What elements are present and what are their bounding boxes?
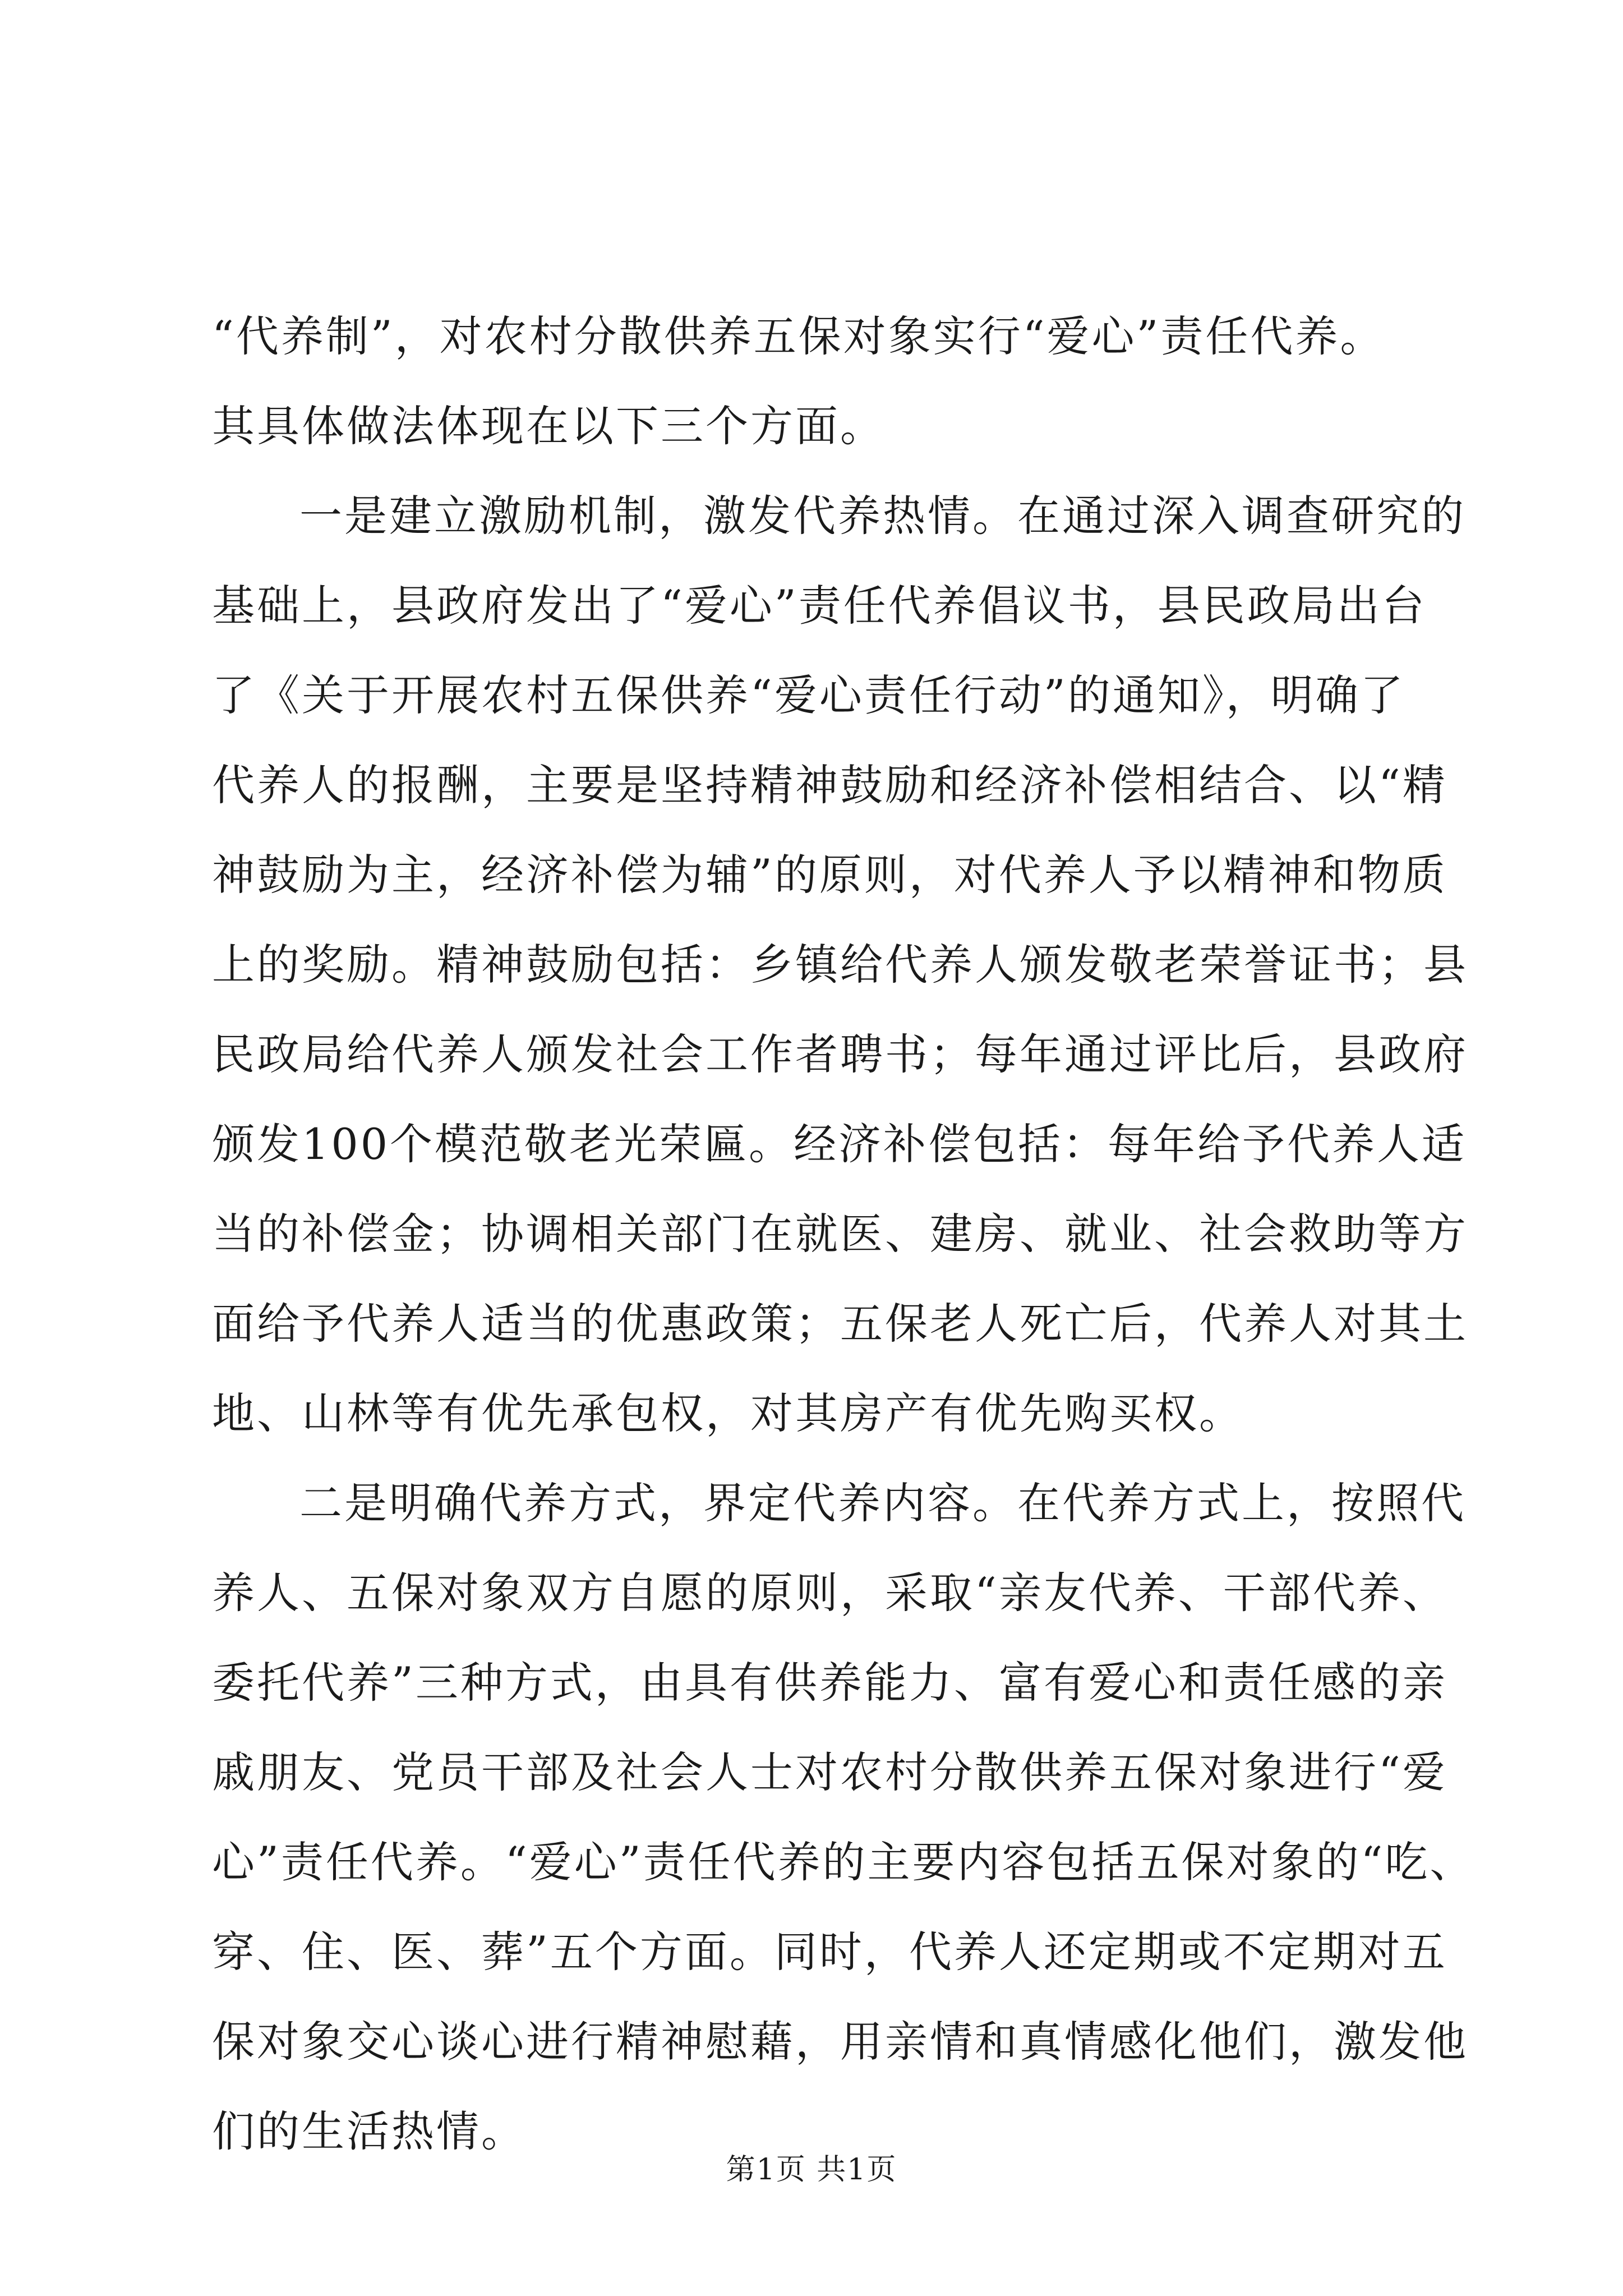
text-line: 保对象交心谈心进行精神慰藉，用亲情和真情感化他们，激发他 <box>212 2017 1468 2067</box>
text-line: 委托代养”三种方式，由具有供养能力、富有爱心和责任感的亲 <box>212 1658 1447 1708</box>
paragraph-2 <box>212 471 1468 1458</box>
text-line: 其具体做法体现在以下三个方面。 <box>212 401 885 451</box>
text-line: 了《关于开展农村五保供养“爱心责任行动”的通知》，明确了 <box>212 670 1405 720</box>
text-line: 代养人的报酬，主要是坚持精神鼓励和经济补偿相结合、以“精 <box>212 760 1447 810</box>
paragraph-3 <box>212 1458 1475 2177</box>
text-line: 一是建立激励机制，激发代养热情。在通过深入调查研究的 <box>299 491 1466 541</box>
document-body <box>212 292 1475 2177</box>
text-line: 民政局给代养人颁发社会工作者聘书；每年通过评比后，县政府 <box>212 1029 1468 1079</box>
text-line: 上的奖励。精神鼓励包括：乡镇给代养人颁发敬老荣誉证书；县 <box>212 940 1468 990</box>
page-footer: 第1页 共1页 <box>726 2153 897 2187</box>
text-line: 地、山林等有优先承包权，对其房产有优先购买权。 <box>212 1388 1244 1438</box>
text-line: 神鼓励为主，经济补偿为辅”的原则，对代养人予以精神和物质 <box>212 850 1447 900</box>
text-line: 戚朋友、党员干部及社会人士对农村分散供养五保对象进行“爱 <box>212 1747 1447 1797</box>
text-line: 颁发100个模范敬老光荣匾。经济补偿包括：每年给予代养人适 <box>212 1119 1467 1169</box>
text-line: 二是明确代养方式，界定代养内容。在代养方式上，按照代 <box>299 1478 1466 1528</box>
text-line: 面给予代养人适当的优惠政策；五保老人死亡后，代养人对其土 <box>212 1299 1468 1349</box>
text-line: 们的生活热情。 <box>212 2106 526 2156</box>
text-line: 养人、五保对象双方自愿的原则，采取“亲友代养、干部代养、 <box>212 1568 1447 1618</box>
text-line: 穿、住、医、葬”五个方面。同时，代养人还定期或不定期对五 <box>212 1927 1447 1977</box>
text-line: 当的补偿金；协调相关部门在就医、建房、就业、社会救助等方 <box>212 1209 1468 1259</box>
paragraph-1 <box>212 292 1418 471</box>
text-line: 心”责任代养。“爱心”责任代养的主要内容包括五保对象的“吃、 <box>212 1837 1475 1887</box>
text-line: 基础上，县政府发出了“爱心”责任代养倡议书，县民政局出台 <box>212 581 1427 631</box>
text-line: “代养制”，对农村分散供养五保对象实行“爱心”责任代养。 <box>212 311 1385 361</box>
